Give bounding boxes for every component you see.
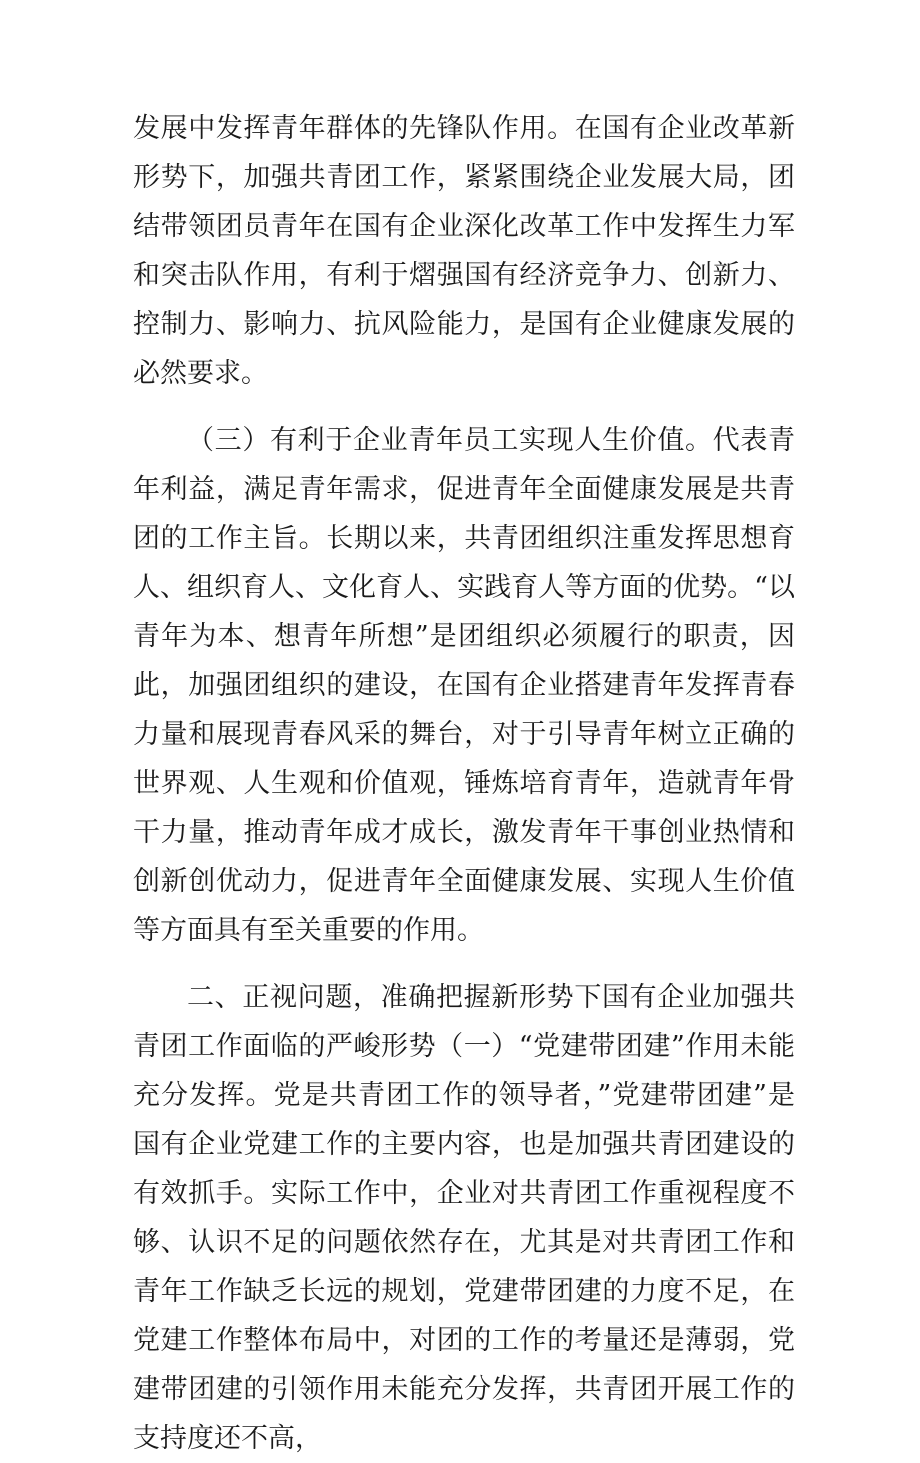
document-page: [133, 104, 795, 1463]
paragraph-2: （三）有利于企业青年员工实现人生价值。代表青年利益，满足青年需求，促进青年全面健康发展是共青团的工作主旨。长期以来，共青团组织注重发挥思想育人、组织育人、文化育人、实践育人等方面的优势。“以青年为本、想青年所想”是团组织必须履行的职责，因此，加强团组织的建设，在国有企业搭建青年发挥青春力量和展现青春风采的舞台，对于引导青年树立正确的世界观、人生观和价值观，锤炼培育青年，造就青年骨干力量，推动青年成才成长，激发青年干事创业热情和创新创优动力，促进青年全面健康发展、实现人生价值等方面具有至关重要的作用。: [133, 425, 795, 946]
paragraph-3: 二、正视问题，准确把握新形势下国有企业加强共青团工作面临的严峻形势（一）“党建带团建”作用未能充分发挥。党是共青团工作的领导者，”党建带团建”是国有企业党建工作的主要内容，也是加强共青团建设的有效抓手。实际工作中，企业对共青团工作重视程度不够、认识不足的问题依然存在，尤其是对共青团工作和青年工作缺乏长远的规划，党建带团建的力度不足，在党建工作整体布局中，对团的工作的考量还是薄弱，党建带团建的引领作用未能充分发挥，共青团开展工作的支持度还不高，: [133, 982, 795, 1454]
paragraph-1: 发展中发挥青年群体的先锋队作用。在国有企业改革新形势下，加强共青团工作，紧紧围绕企业发展大局，团结带领团员青年在国有企业深化改革工作中发挥生力军和突击队作用，有利于熠强国有经济竞争力、创新力、控制力、影响力、抗风险能力，是国有企业健康发展的必然要求。: [133, 113, 795, 389]
